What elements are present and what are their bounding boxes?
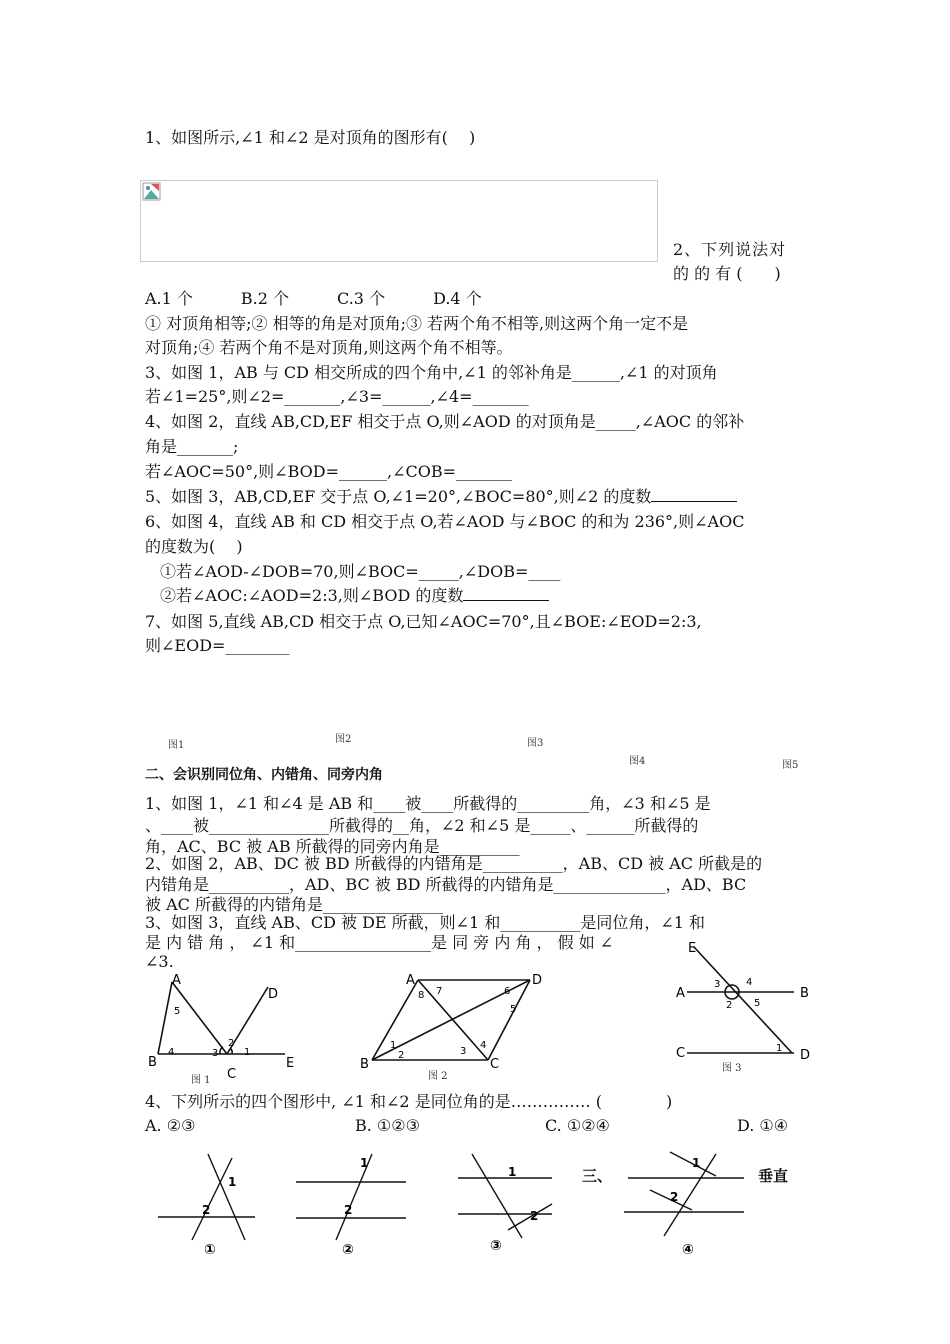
q3-line: 若∠1=25°,则∠2=_______,∠3=______,∠4=_______ [145, 387, 529, 406]
point-label: D [800, 1048, 811, 1063]
s2-q2-line: 内错角是__________，AD、BC 被 BD 所截得的内错角是______________，AD、BC [145, 875, 747, 894]
point-label: D [268, 987, 279, 1002]
point-label: B [800, 986, 809, 1001]
option-d: D. ①④ [737, 1116, 789, 1135]
figure-number: ① [204, 1242, 216, 1258]
angle-label: 2 [228, 1038, 235, 1049]
angle-label: 2 [670, 1190, 679, 1204]
figure-number: ③ [490, 1238, 502, 1254]
angle-label: 2 [398, 1050, 405, 1061]
point-label: C [490, 1057, 500, 1072]
s2-q3-line: 是 内 错 角 ， ∠1 和_________________是 同 旁 内 角 ， 假 如 ∠ [145, 933, 614, 952]
option-figure-1 [150, 1152, 260, 1262]
angle-label: 1 [776, 1043, 783, 1054]
section-2-title: 二、会识别同位角、内错角、同旁内角 [145, 767, 383, 783]
figure-2-diagram [360, 972, 560, 1072]
option-c: C. ①②④ [545, 1116, 610, 1135]
angle-label: 1 [508, 1165, 517, 1179]
option-figure-3 [452, 1150, 562, 1260]
point-label: C [227, 1067, 237, 1082]
option-a: A.1 个 [145, 289, 193, 308]
answer-blank [651, 486, 737, 502]
q5-text: 5、如图 3，AB,CD,EF 交于点 O,∠1=20°,∠BOC=80°,则∠2 的度数 [145, 487, 652, 506]
point-label: E [286, 1056, 295, 1071]
angle-label: 3 [714, 979, 721, 990]
angle-label: 6 [504, 986, 511, 997]
section-3-title-end: 垂直 [758, 1167, 789, 1185]
s2-q2-line: 2、如图 2，AB、DC 被 BD 所截得的内错角是__________，AB、CD 被 AC 所截是的 [145, 854, 763, 873]
option-figure-4 [620, 1150, 750, 1262]
option-b: B.2 个 [240, 289, 290, 308]
s2-q1-line: 、____被_______________所截得的__角，∠2 和∠5 是_____、______所截得的 [145, 816, 699, 835]
answer-blank [463, 585, 549, 601]
figure-label: 图 2 [428, 1071, 448, 1082]
section-3-title: 三、 [582, 1167, 613, 1185]
broken-image-placeholder [140, 180, 658, 262]
s2-q2-line: 被 AC 所截得的内错角是_______________ [145, 895, 443, 914]
q5-line [145, 485, 737, 509]
figure-number: ② [342, 1242, 354, 1258]
point-label: B [360, 1057, 369, 1072]
figure-label: 图 3 [722, 1063, 742, 1074]
figure-label: 图4 [629, 756, 646, 767]
angle-label: 2 [530, 1209, 539, 1223]
s2-q3-line: ∠3. [145, 952, 174, 971]
angle-label: 4 [480, 1040, 487, 1051]
point-label: E [688, 941, 697, 956]
s2-q1-line: 1、如图 1，∠1 和∠4 是 AB 和____被____所截得的_________角，∠3 和∠5 是 [145, 794, 711, 813]
figure-label: 图2 [335, 734, 352, 745]
q6-sub2-text: ②若∠AOC:∠AOD=2:3,则∠BOD 的度数 [160, 586, 464, 605]
figure-label: 图5 [782, 760, 799, 771]
q7-line: 7、如图 5,直线 AB,CD 相交于点 O,已知∠AOC=70°,且∠BOE:∠EOD=2:3, [145, 612, 702, 631]
angle-label: 2 [202, 1203, 211, 1217]
angle-label: 1 [228, 1175, 237, 1189]
point-label: A [676, 986, 685, 1001]
point-label: B [148, 1055, 157, 1070]
option-c: C.3 个 [337, 289, 386, 308]
angle-label: 3 [460, 1046, 467, 1057]
q6-line: 的度数为( ) [145, 537, 243, 556]
point-label: A [172, 973, 181, 988]
point-label: C [676, 1046, 686, 1061]
angle-label: 2 [344, 1203, 353, 1217]
question-1: 1、如图所示,∠1 和∠2 是对顶角的图形有( ) [145, 128, 476, 147]
q6-line: 6、如图 4，直线 AB 和 CD 相交于点 O,若∠AOD 与∠BOC 的和为 236°,则∠AOC [145, 512, 745, 531]
angle-label: 1 [390, 1040, 397, 1051]
q4-line: 若∠AOC=50°,则∠BOD=______,∠COB=_______ [145, 462, 513, 481]
q1-options [145, 287, 482, 311]
figure-number: ④ [682, 1242, 694, 1258]
q3-line: 3、如图 1，AB 与 CD 相交所成的四个角中,∠1 的邻补角是______,∠1 的对顶角 [145, 363, 718, 382]
figure-label: 图3 [527, 738, 544, 749]
angle-label: 1 [692, 1156, 701, 1170]
q2-line: ① 对顶角相等;② 相等的角是对顶角;③ 若两个角不相等,则这两个角一定不是 [145, 314, 689, 333]
angle-label: 5 [510, 1004, 517, 1015]
q7-line: 则∠EOD=________ [145, 636, 290, 655]
figure-label: 图 1 [191, 1075, 211, 1086]
figure-3-diagram [672, 935, 822, 1065]
q6-sub [160, 584, 549, 608]
angle-label: 1 [360, 1156, 369, 1170]
option-a: A. ②③ [145, 1116, 196, 1135]
q4-line: 4、如图 2，直线 AB,CD,EF 相交于点 O,则∠AOD 的对顶角是_____,∠AOC 的邻补 [145, 412, 745, 431]
q2-line: 对顶角;④ 若两个角不是对顶角,则这两个角不相等。 [145, 338, 513, 357]
q6-sub: ①若∠AOD-∠DOB=70,则∠BOC=_____,∠DOB=____ [160, 562, 561, 581]
angle-label: 3 [212, 1048, 219, 1059]
figure-1-diagram [140, 972, 310, 1087]
question-2-head: 2、下列说法对 [673, 240, 787, 259]
s2-q3-line: 3、如图 3，直线 AB、CD 被 DE 所截，则∠1 和__________是同位角，∠1 和 [145, 913, 706, 932]
option-d: D.4 个 [433, 289, 482, 308]
option-b: B. ①②③ [355, 1116, 420, 1135]
angle-label: 4 [168, 1047, 175, 1058]
angle-label: 7 [436, 986, 443, 997]
s2-q4-line: 4、下列所示的四个图形中, ∠1 和∠2 是同位角的是…………… ( ) [145, 1092, 673, 1111]
angle-label: 8 [418, 990, 425, 1001]
q4-line: 角是_______; [145, 437, 239, 456]
point-label: A [406, 973, 415, 988]
angle-label: 4 [746, 977, 753, 988]
angle-label: 1 [244, 1047, 251, 1058]
s2-q1-line: 角，AC、BC 被 AB 所截得的同旁内角是__________ [145, 837, 520, 856]
option-figure-2 [290, 1152, 410, 1262]
angle-label: 2 [726, 1000, 733, 1011]
question-2-head-2: 的 的 有 ( ) [673, 264, 781, 283]
broken-image-icon [142, 182, 162, 202]
point-label: D [532, 973, 543, 988]
overlapping-text-mask [716, 939, 802, 959]
angle-label: 5 [754, 998, 761, 1009]
angle-label: 5 [174, 1006, 181, 1017]
figure-label: 图1 [168, 740, 185, 751]
